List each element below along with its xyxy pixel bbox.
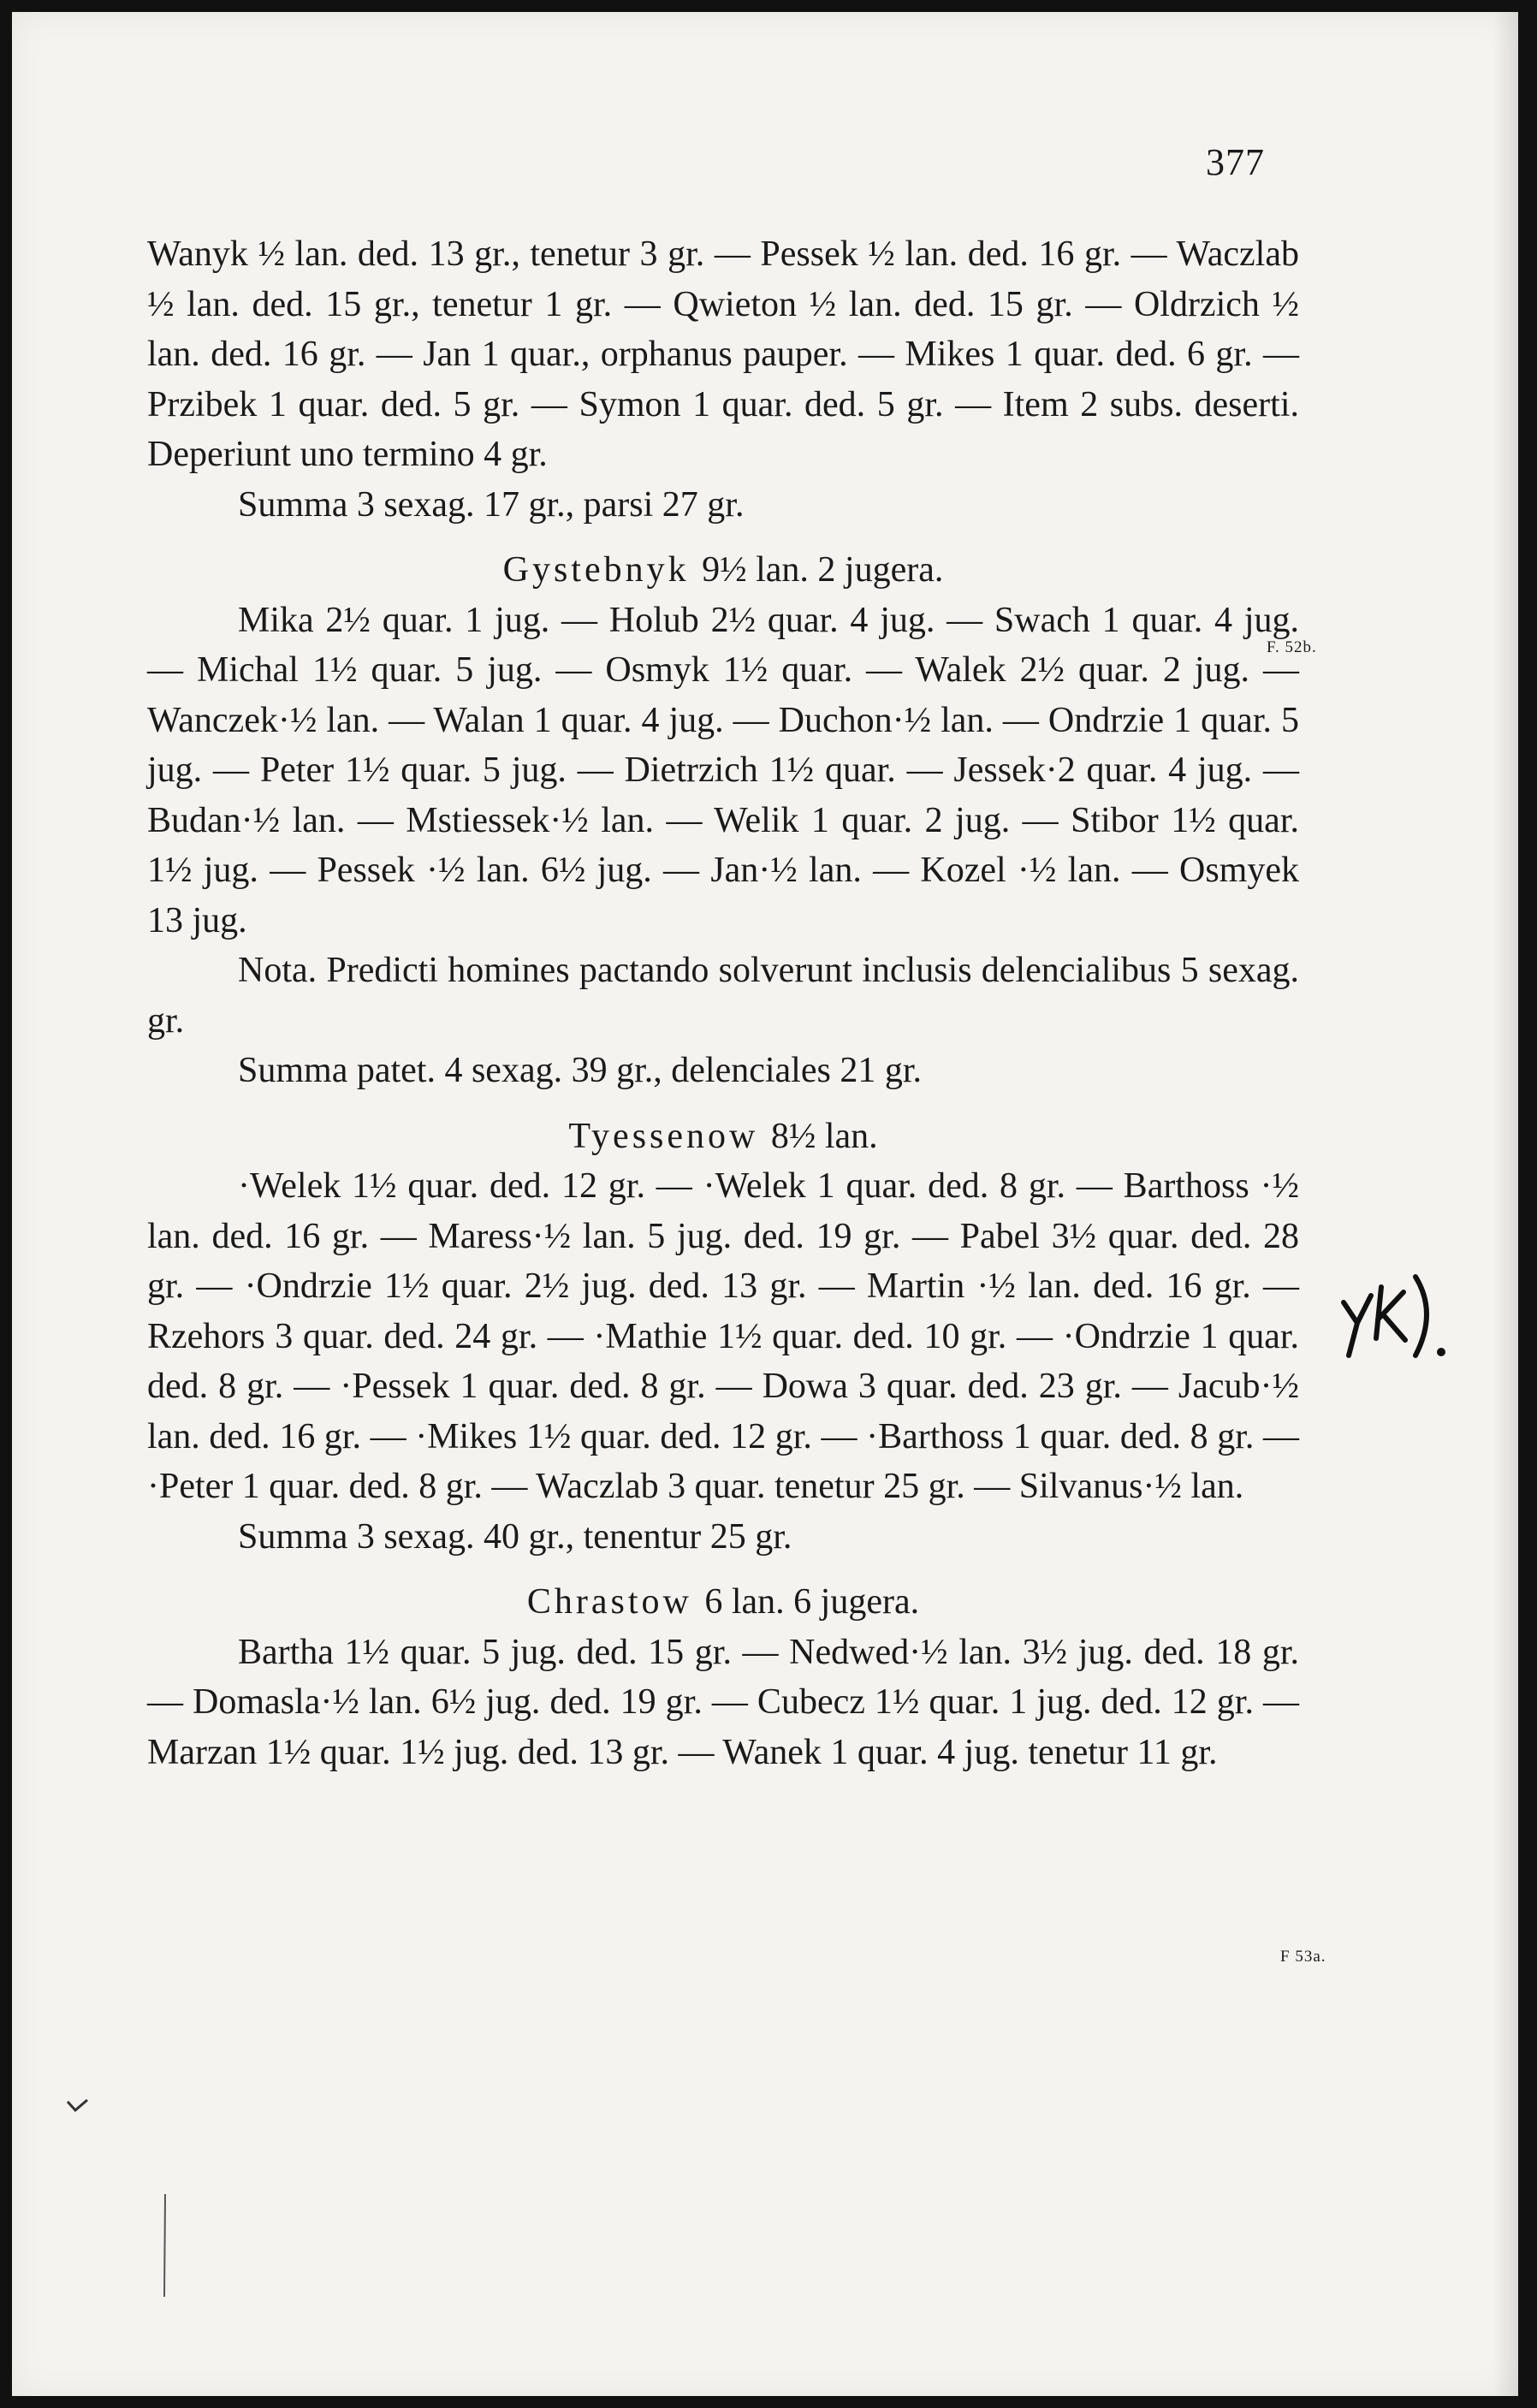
section1-paragraph: Mika 2½ quar. 1 jug. — Holub 2½ quar. 4 jug. — Swach 1 quar. 4 jug. — Michal 1½ quar. 5 jug. — Osmyk 1½ quar. — Walek 2½ quar. 2 jug. — Wanczek·½ lan. — Walan 1 quar. 4 jug. — Duchon·½ lan. — Ondrzie 1 quar. 5 jug. — Peter 1½ quar. 5 jug. — Dietrzich 1½ quar. — Jessek·2 quar. 4 jug. — Budan·½ lan. — Mstiessek·½ lan. — Welik 1 quar. 2 jug. — Stibor 1½ quar. 1½ jug. — Pessek ·½ lan. 6½ jug. — Jan·½ lan. — Kozel ·½ lan. — Osmyek 13 jug.: [147, 600, 1299, 940]
section1-nota: Nota. Predicti homines pactando solverunt inclusis delencialibus 5 sexag. gr.: [147, 951, 1299, 1041]
section3-paragraph: Bartha 1½ quar. 5 jug. ded. 15 gr. — Nedwed·½ lan. 3½ jug. ded. 18 gr. — Domasla·½ lan. 6½ jug. ded. 19 gr. — Cubecz 1½ quar. 1 jug. ded. 12 gr. — Marzan 1½ quar. 1½ jug. ded. 13 gr. — Wanek 1 quar. 4 jug. tenetur 11 gr.: [147, 1632, 1299, 1772]
section0-paragraph: Wanyk ½ lan. ded. 13 gr., tenetur 3 gr. — Pessek ½ lan. ded. 16 gr. — Waczlab ½ lan. ded. 15 gr., tenetur 1 gr. — Qwieton ½ lan. ded. 15 gr. — Oldrzich ½ lan. ded. 16 gr. — Jan 1 quar., orphanus pauper. — Mikes 1 quar. ded. 6 gr. — Przibek 1 quar. ded. 5 gr. — Symon 1 quar. ded. 5 gr. — Item 2 subs. deserti. Deperiunt uno termino 4 gr.: [147, 234, 1299, 474]
scanned-page: [12, 12, 1518, 2396]
section1-heading-rest: 9½ lan. 2 jugera.: [702, 550, 944, 590]
margin-folio-ref-2: F 53a.: [1280, 1948, 1326, 1966]
section0-summa: Summa 3 sexag. 17 gr., parsi 27 gr.: [238, 484, 745, 525]
page-number: 377: [1206, 141, 1265, 183]
scan-shadow: [1492, 12, 1518, 2396]
section3-heading: [147, 1577, 1299, 1628]
margin-folio-ref-1: F. 52b.: [1267, 638, 1317, 656]
section2-summa: Summa 3 sexag. 40 gr., tenentur 25 gr.: [238, 1516, 792, 1557]
section3-heading-name: Chrastow: [526, 1582, 692, 1622]
section1-heading: [147, 545, 1299, 596]
pencil-stroke: [163, 2194, 168, 2297]
section2-paragraph: ·Welek 1½ quar. ded. 12 gr. — ·Welek 1 quar. ded. 8 gr. — Barthoss ·½ lan. ded. 16 gr. — Maress·½ lan. 5 jug. ded. 19 gr. — Pabel 3½ quar. ded. 28 gr. — ·Ondrzie 1½ quar. 2½ jug. ded. 13 gr. — Martin ·½ lan. ded. 16 gr. — Rzehors 3 quar. ded. 24 gr. — ·Mathie 1½ quar. ded. 10 gr. — ·Ondrzie 1 quar. ded. 8 gr. — ·Pessek 1 quar. ded. 8 gr. — Dowa 3 quar. ded. 23 gr. — Jacub·½ lan. ded. 16 gr. — ·Mikes 1½ quar. ded. 12 gr. — ·Barthoss 1 quar. ded. 8 gr. — ·Peter 1 quar. ded. 8 gr. — Waczlab 3 quar. tenetur 25 gr. — Silvanus·½ lan.: [147, 1166, 1299, 1506]
pencil-tick-icon: [65, 2098, 91, 2117]
main-text: [147, 229, 1299, 1777]
section1-summa: Summa patet. 4 sexag. 39 gr., delenciales 21 gr.: [238, 1051, 922, 1090]
section3-heading-rest: 6 lan. 6 jugera.: [704, 1582, 920, 1622]
section1-heading-name: Gystebnyk: [502, 550, 690, 590]
section2-heading-name: Tyessenow: [568, 1116, 759, 1156]
handwritten-annotation: [1337, 1270, 1457, 1364]
section2-heading: [147, 1112, 1299, 1162]
section2-heading-rest: 8½ lan.: [770, 1116, 878, 1156]
